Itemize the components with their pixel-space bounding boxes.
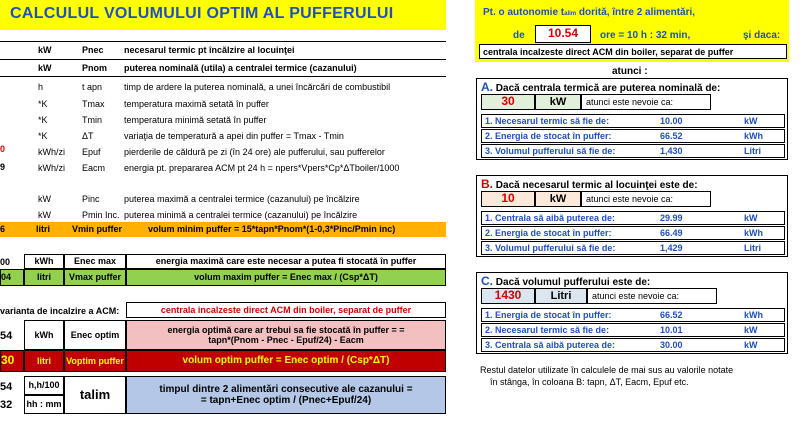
param-unit: *K: [38, 99, 48, 109]
result-unit: kW: [744, 116, 758, 126]
param-unit: kWh/zi: [38, 147, 65, 157]
param-row: [0, 80, 446, 94]
result-label: 1. Energia de stocat în puffer:: [485, 310, 612, 320]
voptim-row: [0, 350, 446, 372]
result-value: 66.52: [660, 310, 683, 320]
section-b-result-row: [481, 226, 785, 240]
param2-desc: puterea minimă a centralei termice (cazanului) pe încălzire: [124, 210, 358, 220]
vmax-edge-cell: [0, 269, 24, 286]
param-desc: necesarul termic pt încălzire al locuinţei: [124, 45, 295, 55]
vmax-formula-text: volum maxim puffer = Enec max / (Csp*ΔT): [194, 272, 378, 283]
section-c-result-row: [481, 323, 785, 337]
enec-max-symbol-text: Enec max: [73, 256, 117, 267]
vmin-edge: 6: [0, 224, 6, 234]
result-value: 30.00: [660, 340, 683, 350]
result-label: 2. Energia de stocat în puffer:: [485, 131, 612, 141]
enec-optim-symbol: [64, 320, 126, 350]
section-c-title: [481, 274, 650, 288]
scenario-box: [479, 44, 787, 59]
section-b-then-text: atunci este nevoie ca:: [586, 193, 674, 204]
section-c-result-row: [481, 338, 785, 352]
result-label: 2. Energia de stocat în puffer:: [485, 228, 612, 238]
talim-formula-text: timpul dintre 2 alimentări consecutive ale cazanului = = tapn+Enec optim / (Pnec+Epuf/24): [159, 383, 413, 406]
enec-optim-unit-text: kWh: [34, 329, 54, 340]
autonomy-line1: [483, 7, 695, 18]
section-b-unit: [535, 191, 581, 207]
page-title: CALCULUL VOLUMULUI OPTIM AL PUFFERULUI: [10, 5, 394, 22]
voptim-edge-cell: [0, 350, 24, 372]
voptim-formula-text: volum optim puffer = Enec optim / (Csp*ΔT): [182, 355, 390, 367]
hours-value-cell[interactable]: [535, 25, 591, 43]
param-unit: *K: [38, 131, 48, 141]
voptim-formula: [126, 350, 446, 372]
talim-unit2-text: hh : mm: [26, 399, 62, 410]
result-value: 66.52: [660, 131, 683, 141]
section-c-unit: [535, 288, 587, 304]
page-title-bar: [0, 0, 446, 30]
footnote-line1: Restul datelor utilizate în calculele de mai sus au valorile notate: [480, 365, 734, 375]
section-b-panel: [476, 175, 788, 257]
section-c-value-cell[interactable]: [481, 288, 535, 304]
section-c-then: [587, 288, 717, 304]
result-value: 1,429: [660, 243, 683, 253]
acm-value: centrala incalzeste direct ACM din boiler, separat de puffer: [160, 304, 412, 315]
result-value: 66.49: [660, 228, 683, 238]
result-unit: kW: [744, 340, 758, 350]
result-label: 3. Volumul pufferului să fie de:: [485, 146, 616, 156]
section-b-unit-text: kW: [549, 192, 567, 205]
talim-symbol: [64, 376, 126, 414]
talim-edge1: 54: [0, 381, 13, 393]
param-row: [0, 43, 446, 57]
vmax-row: [0, 269, 446, 286]
result-label: 3. Volumul pufferului să fie de:: [485, 243, 616, 253]
param-unit: kWh/zi: [38, 163, 65, 173]
enec-optim-formula: [126, 320, 446, 350]
vmax-unit: [24, 269, 64, 286]
section-c-value: 1430: [494, 288, 522, 303]
section-b-result-row: [481, 211, 785, 225]
param-desc: variaţia de temperatură a apei din puffer = Tmax - Tmin: [124, 131, 344, 141]
section-a-value-cell[interactable]: [481, 94, 535, 110]
section-a-then: [581, 94, 711, 110]
result-unit: kWh: [744, 228, 763, 238]
autonomy-panel: [475, 0, 789, 62]
result-value: 10.00: [660, 116, 683, 126]
section-c-then-text: atunci este nevoie ca:: [592, 290, 680, 301]
autonomy-line1-tsub: alim: [564, 11, 577, 17]
result-label: 1. Centrala să aibă puterea de:: [485, 213, 616, 223]
talim-unit2: [24, 395, 64, 414]
param2-unit: kW: [38, 194, 51, 204]
section-b-letter: B.: [481, 177, 493, 191]
hours-value: 10.54: [547, 26, 579, 41]
voptim-unit: [24, 350, 64, 372]
result-value: 10.01: [660, 325, 683, 335]
result-value: 1,430: [660, 146, 683, 156]
section-a-value: 30: [501, 94, 515, 109]
param-symbol: Epuf: [82, 147, 101, 157]
section-c-panel: [476, 272, 788, 354]
param-symbol: ΔT: [82, 131, 94, 141]
section-b-title: [481, 177, 698, 191]
param-row: [0, 129, 446, 143]
footnote-line2: în stânga, în coloana B: tapn, ΔT, Eacm, Epuf etc.: [490, 377, 689, 387]
enec-max-desc: [126, 254, 446, 269]
talim-row: [0, 376, 446, 414]
param-desc: timp de ardere la puterea nominală, a unei încărcări de combustibil: [124, 82, 391, 92]
enec-max-symbol: [64, 254, 126, 269]
param-unit: *K: [38, 115, 48, 125]
param-unit: kW: [38, 45, 52, 55]
si-daca: şi daca:: [743, 30, 781, 41]
param-row: [0, 61, 446, 75]
param-desc: temperatura maximă setată în puffer: [124, 99, 269, 109]
vmax-formula: [126, 269, 446, 286]
section-b-title-text: Dacă necesarul termic al locuinţei este de:: [495, 180, 698, 191]
param2-row: [0, 192, 446, 206]
vmin-row: [0, 222, 446, 237]
param2-symbol: Pmin Inc.: [82, 210, 120, 220]
result-value: 29.99: [660, 213, 683, 223]
param2-desc: puterea maximă a centralei termice (cazanului) pe încălzire: [124, 194, 360, 204]
result-label: 3. Centrala să aibă puterea de:: [485, 340, 616, 350]
param2-unit: kW: [38, 210, 51, 220]
result-unit: kW: [744, 213, 758, 223]
result-unit: kWh: [744, 310, 763, 320]
param-symbol: Tmax: [82, 99, 105, 109]
section-c-title-text: Dacă volumul pufferului este de:: [495, 277, 651, 288]
result-unit: Litri: [744, 146, 761, 156]
param2-row: [0, 208, 446, 222]
section-a-unit: [535, 94, 581, 110]
enec-max-row: [0, 254, 446, 269]
talim-symbol-text: talim: [79, 386, 111, 402]
result-label: 1. Necesarul termic să fie de:: [485, 116, 610, 126]
param2-symbol: Pinc: [82, 194, 100, 204]
vmin-unit: litri: [36, 224, 51, 234]
section-a-title-text: Dacă centrala termică are puterea nominală de:: [495, 83, 721, 94]
section-b-then: [581, 191, 711, 207]
param-row: [0, 145, 446, 159]
vmax-symbol-text: Vmax puffer: [68, 272, 121, 283]
voptim-unit-text: litri: [36, 355, 51, 366]
vmin-formula: volum minim puffer = 15*tapn*Pnom*(1-0,3*Pinc/Pmin inc): [148, 224, 396, 234]
vmax-symbol: [64, 269, 126, 286]
section-a-letter: A.: [481, 80, 493, 94]
param-row: [0, 113, 446, 127]
hours-text: ore = 10 h : 32 min,: [600, 30, 691, 41]
param-symbol: t apn: [82, 82, 103, 92]
enec-max-unit-text: kWh: [34, 256, 54, 267]
param-desc: puterea nominală (utila) a centralei termice (cazanului): [124, 63, 357, 73]
section-c-unit-text: Litri: [550, 289, 572, 302]
enec-max-edge: 00: [0, 257, 11, 267]
autonomy-line1-pre: Pt. o autonomie: [483, 7, 561, 18]
section-b-value-cell[interactable]: [481, 191, 535, 207]
param-symbol: Eacm: [82, 163, 106, 173]
vmax-edge: 04: [1, 272, 12, 283]
section-a-result-row: [481, 144, 785, 158]
autonomy-line1-post: dorită, între 2 alimentări,: [576, 7, 696, 18]
section-a-panel: [476, 78, 788, 160]
enec-optim-unit: [24, 320, 64, 350]
enec-max-desc-text: energia maximă care este necesar a putea fi stocată în puffer: [155, 256, 417, 267]
param-row: [0, 97, 446, 111]
talim-unit1-text: h,h/100: [28, 380, 60, 391]
section-c-result-row: [481, 308, 785, 322]
edge-row6: 0: [0, 144, 6, 154]
section-a-unit-text: kW: [549, 95, 567, 108]
enec-optim-formula-text: energia optimă care ar trebui sa fie stocată în puffer = = tapn*(Pnom - Pnec - Epuf/24) - Eacm: [167, 324, 405, 345]
param-symbol: Pnom: [82, 63, 108, 73]
result-unit: kW: [744, 325, 758, 335]
param-desc: pierderile de căldură pe zi (în 24 ore) ale pufferului, sau pufferelor: [124, 147, 385, 157]
result-label: 2. Necesarul termic să fie de:: [485, 325, 610, 335]
enec-optim-row: [0, 320, 446, 350]
result-unit: Litri: [744, 243, 761, 253]
vmax-unit-text: litri: [36, 272, 51, 283]
enec-optim-symbol-text: Enec optim: [70, 329, 120, 340]
vmin-symbol: Vmin puffer: [72, 224, 123, 234]
talim-formula: [126, 376, 446, 414]
acm-label: varianta de incalzire a ACM:: [0, 306, 120, 316]
voptim-edge: 30: [1, 353, 15, 368]
section-a-result-row: [481, 114, 785, 128]
enec-optim-edge: 54: [0, 330, 13, 342]
param-desc: temperatura minimă setată în puffer: [124, 115, 267, 125]
param-unit: kW: [38, 63, 52, 73]
param-symbol: Pnec: [82, 45, 104, 55]
enec-max-unit: [24, 254, 64, 269]
autonomy-line1-t: t: [560, 7, 565, 18]
section-a-then-text: atunci este nevoie ca:: [586, 96, 674, 107]
result-unit: kWh: [744, 131, 763, 141]
section-a-result-row: [481, 129, 785, 143]
atunci-label: atunci :: [612, 66, 648, 77]
param-symbol: Tmin: [82, 115, 102, 125]
voptim-symbol-text: Voptim puffer: [66, 355, 124, 366]
de-label: de: [513, 30, 525, 41]
section-a-title: [481, 80, 720, 94]
scenario-text: centrala incalzeste direct ACM din boiler, separat de puffer: [483, 47, 734, 57]
section-b-value: 10: [501, 191, 515, 206]
edge-row7: 9: [0, 162, 6, 172]
section-b-result-row: [481, 241, 785, 255]
param-desc: energia pt. prepararea ACM pt 24 h = npers*Vpers*Cp*ΔTboiler/1000: [124, 163, 400, 173]
param-unit: h: [38, 82, 44, 92]
voptim-symbol: [64, 350, 126, 372]
talim-unit1: [24, 376, 64, 395]
acm-value-cell[interactable]: [126, 302, 446, 318]
section-c-letter: C.: [481, 274, 493, 288]
talim-edge2: 32: [0, 399, 13, 411]
param-row: [0, 161, 446, 175]
